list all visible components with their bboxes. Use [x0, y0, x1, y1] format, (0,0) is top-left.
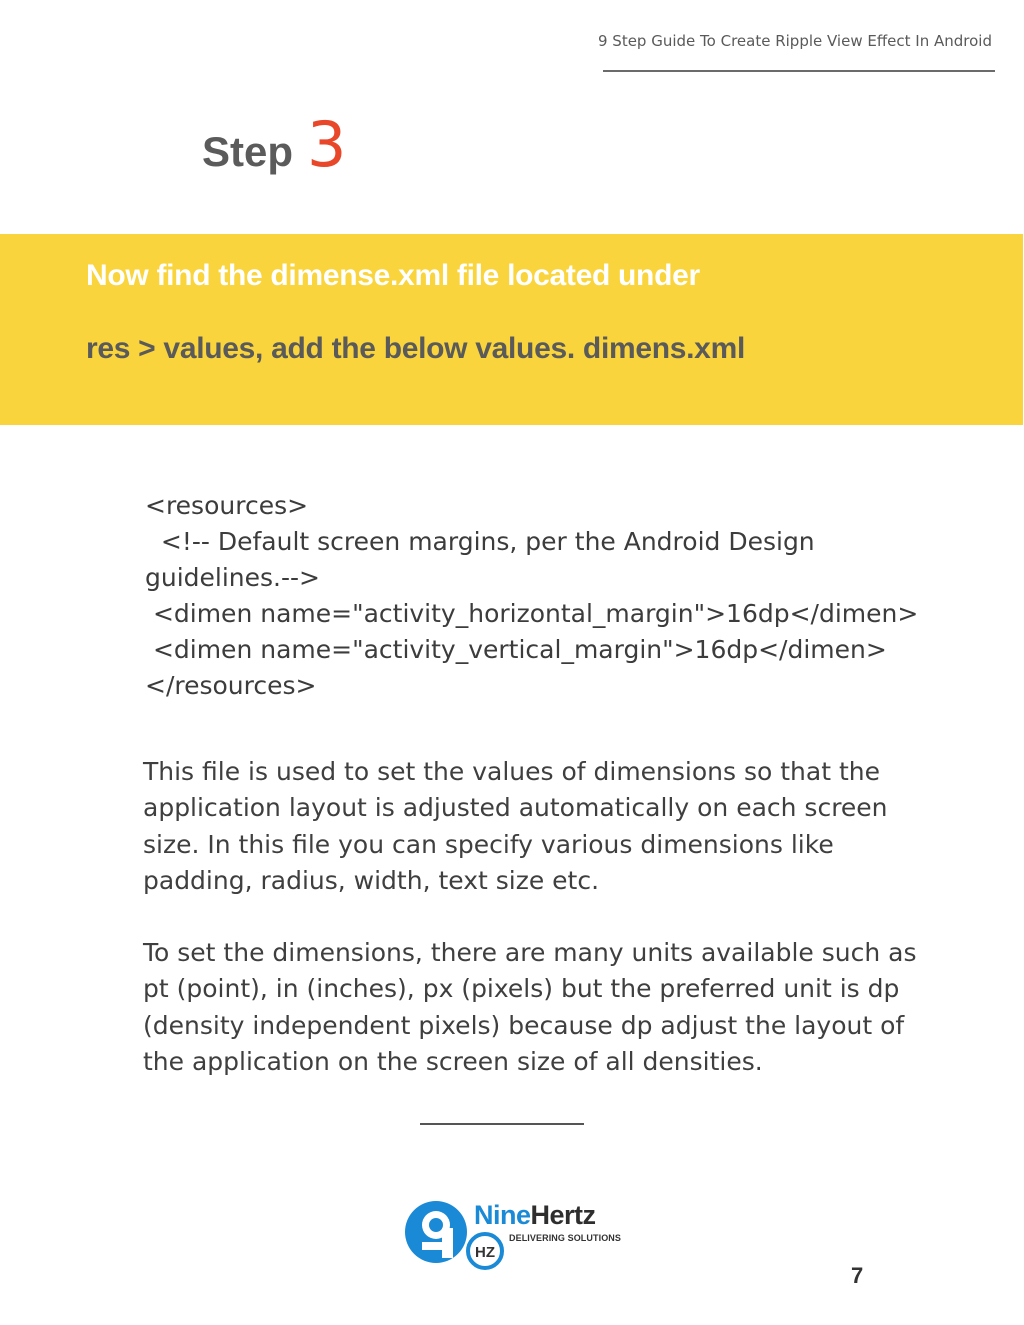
- body-paragraph-2: To set the dimensions, there are many units available such as pt (point), in (inches), px (pixels) but the preferred unit is dp (density independent pixels) because dp adjust the layout of the application on the screen size of all densities.: [143, 938, 917, 1076]
- code-line: <dimen name="activity_horizontal_margin">16dp</dimen>: [145, 599, 919, 628]
- banner-line-1: Now find the dimense.xml file located under: [86, 259, 700, 292]
- code-line: guidelines.-->: [145, 563, 320, 592]
- step-heading: [202, 108, 346, 181]
- body-paragraph-1: This file is used to set the values of dimensions so that the application layout is adjusted automatically on each screen size. In this file you can specify various dimensions like padding, radius, width, text size etc.: [143, 757, 888, 895]
- banner-line-2: res > values, add the below values. dimens.xml: [86, 332, 745, 365]
- instruction-banner: [0, 234, 1023, 425]
- ninehertz-logo: [402, 1198, 642, 1278]
- code-block: [145, 488, 925, 704]
- code-line: <!-- Default screen margins, per the Android Design: [145, 527, 815, 556]
- footer-divider: [420, 1123, 584, 1125]
- step-word: Step: [202, 128, 294, 175]
- page-number: 7: [851, 1263, 864, 1288]
- logo-wordmark-part2: Hertz: [530, 1200, 596, 1230]
- logo-badge-text: HZ: [475, 1244, 495, 1261]
- logo-wordmark-part1: Nine: [474, 1200, 531, 1230]
- code-line: <resources>: [145, 491, 309, 520]
- logo-wordmark: [474, 1200, 596, 1231]
- step-number: 3: [307, 108, 347, 181]
- header-title: 9 Step Guide To Create Ripple View Effect In Android: [597, 32, 992, 50]
- code-line: </resources>: [145, 671, 317, 700]
- header-divider: [603, 70, 995, 72]
- code-line: <dimen name="activity_vertical_margin">16dp</dimen>: [145, 635, 887, 664]
- logo-tagline: DELIVERING SOLUTIONS: [509, 1233, 622, 1243]
